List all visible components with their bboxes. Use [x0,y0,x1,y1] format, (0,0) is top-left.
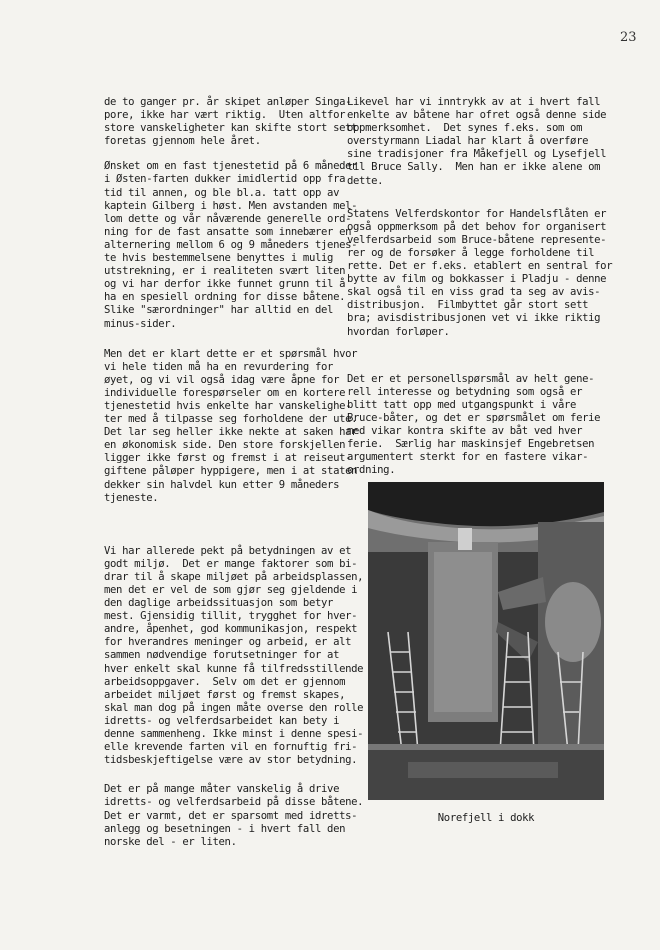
text-line: men det er vel de som gjør seg gjeldende i [104,584,358,596]
paragraph [104,96,358,148]
text-line: Det er varmt, det er sparsomt med idretts- [104,809,358,822]
text-line: sammen nødvendige forutsetninger for at [104,649,340,662]
text-line: Vi har allerede pekt på betydningen av et [104,544,352,557]
paragraph [347,372,601,478]
text-line: minus-sider. [104,317,177,330]
text-line: distribusjon. Filmbyttet går stort sett [347,299,589,312]
text-line: te hvis bestemmelsene benyttes i mulig [104,252,334,265]
text-line: blitt tatt opp med utgangspunkt i våre [347,398,577,411]
text-line: tjeneste. [104,491,159,504]
text-line: dekker sin halvdel kun etter 9 måneders [104,478,340,491]
text-line: Det lar seg heller ikke nekte at saken har [104,426,358,439]
text-line: Likevel har vi inntrykk av at i hvert fall [347,96,601,108]
text-line: rer og de forsøker å legge forholdene til [347,246,595,259]
text-line: argumentert sterkt for en fastere vikar- [347,451,589,464]
text-line: rette. Det er f.eks. etablert en sentral for [347,260,613,273]
text-line: hvordan forløper. [347,325,450,338]
text-line: vi hele tiden må ha en revurdering for [104,360,334,373]
text-line: ligger ikke først og fremst i at reiseut- [104,452,352,465]
text-line: Ønsket om en fast tjenestetid på 6 måneder [104,160,358,173]
text-line: med vikar kontra skifte av båt ved hver [347,424,583,437]
text-line: anlegg og besetningen - i hvert fall den [104,822,346,835]
right-column [347,96,613,495]
text-line: dette. [347,174,384,187]
text-line: godt miljø. Det er mange faktorer som bi- [104,557,358,570]
text-line: elle krevende farten vil en fornuftig fri- [104,741,358,754]
text-line: kaptein Gilberg i høst. Men avstanden mel- [104,199,358,212]
text-line: i Østen-farten dukker imidlertid opp fra [104,173,346,186]
text-line: tjenestetid hvis enkelte har vanskelighe- [104,399,352,412]
text-line: denne sammenheng. Ikke minst i denne spesi- [104,728,364,741]
text-line: ning for de fast ansatte som innebærer en [104,225,352,238]
text-line: ordning. [347,464,396,477]
paragraph [104,544,364,768]
text-line: rell interesse og betydning som også er [347,385,583,398]
text-line: foretas gjennom hele året. [104,135,261,148]
text-line: Det er et personellspørsmål av helt gene- [347,372,595,385]
text-line: Det er på mange måter vanskelig å drive [104,783,340,796]
text-line: overstyrmann Liadal har klart å overføre [347,135,589,148]
text-line: mest. Gjensidig tillit, trygghet for hver- [104,610,358,623]
text-line: skal også til en viss grad ta seg av avis- [347,286,601,299]
paragraph [347,207,613,339]
text-line: også oppmerksom på det behov for organisert [347,220,607,233]
text-line: Men det er klart dette er et spørsmål hvor [104,347,358,360]
text-line: sine tradisjoner fra Måkefjell og Lysefjell [347,148,607,161]
text-line: oppmerksomhet. Det synes f.eks. som om [347,122,583,135]
text-line: bra; avisdistribusjonen vet vi ikke riktig [347,312,601,325]
ship-in-dock-photo [368,482,604,800]
text-line: giftene påløper hyppigere, men i at staten [104,465,358,478]
text-line: arbeidsoppgaver. Selv om det er gjennom [104,675,346,688]
text-line: andre, åpenhet, god kommunikasjon, respekt [104,623,358,636]
text-line: de to ganger pr. år skipet anløper Singa- [104,96,352,108]
left-column [104,96,364,867]
text-line: tidsbeskjeftigelse være av stor betydning. [104,754,358,767]
text-line: en økonomisk side. Den store forskjellen [104,439,346,452]
text-line: utstrekning, er i realiteten svært liten [104,265,346,278]
text-line: arbeidet miljøet først og fremst skapes, [104,688,346,701]
text-line: ter med å tilpasse seg forholdene der ute. [104,413,358,426]
paragraph [347,96,607,188]
text-line: bytte av film og bokkasser i Pladju - denne [347,273,607,286]
text-line: enkelte av båtene har ofret også denne side [347,109,607,122]
text-line: norske del - er liten. [104,835,237,848]
paragraph [104,783,364,848]
text-line: til Bruce Sally. Men han er ikke alene om [347,161,601,174]
text-line: øyet, og vi vil også idag være åpne for [104,373,340,386]
text-line: Slike "særordninger" har alltid en del [104,304,334,317]
text-line: tid til annen, og ble bl.a. tatt opp av [104,186,340,199]
text-line: store vanskeligheter kan skifte stort sett [104,122,358,135]
text-line: ha en spesiell ordning for disse båtene. [104,291,346,304]
text-line: lom dette og vår nåværende generelle ord- [104,212,352,225]
text-line: skal man dog på ingen måte overse den rolle [104,701,364,714]
text-line: for hverandres meninger og arbeid, er alt [104,636,352,649]
text-line: velferdsarbeid som Bruce-båtene represente- [347,233,607,246]
paragraph [104,160,358,330]
text-line: pore, ikke har vært riktig. Uten altfor [104,109,346,122]
paragraph [104,347,358,505]
text-line: drar til å skape miljøet på arbeidsplassen, [104,570,364,583]
text-line: Bruce-båter, og det er spørsmålet om ferie [347,411,601,424]
text-line: individuelle forespørseler om en kortere [104,386,346,399]
photo-caption: Norefjell i dokk [437,812,535,824]
text-line: og vi har derfor ikke funnet grunn til å [104,278,346,291]
text-line: den daglige arbeidssituasjon som betyr [104,597,334,610]
page-number: 23 [620,30,637,45]
text-line: idretts- og velferdsarbeid på disse båtene. [104,796,364,809]
text-line: hver enkelt skal kunne få tilfredsstillende [104,662,364,675]
text-line: idretts- og velferdsarbeidet kan bety i [104,714,340,727]
text-line: Statens Velferdskontor for Handelsflåten er [347,207,607,220]
text-line: alternering mellom 6 og 9 måneders tjenes- [104,238,358,251]
text-line: ferie. Særlig har maskinsjef Engebretsen [347,438,595,451]
